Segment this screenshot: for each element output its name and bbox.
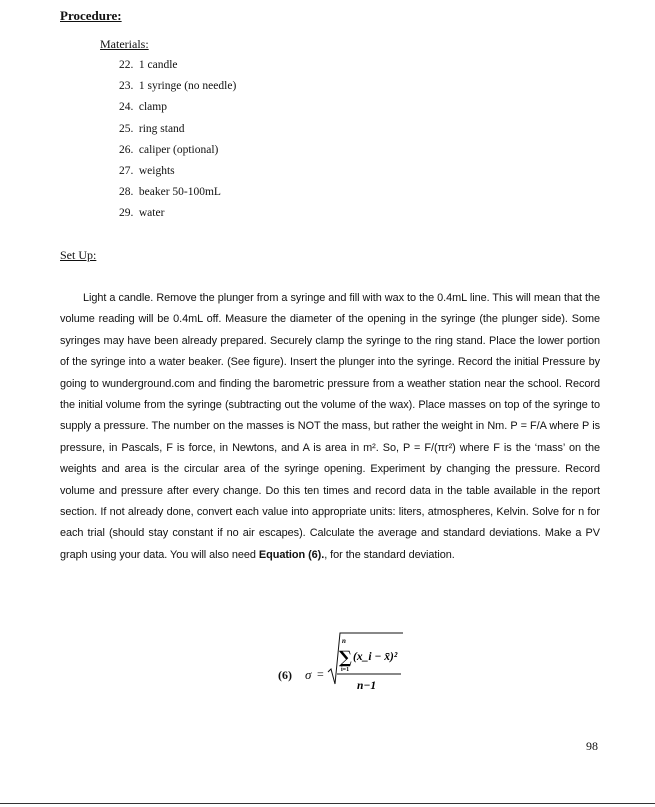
equation-equals: = [317, 667, 324, 681]
sum-lower-limit: i=1 [341, 667, 350, 673]
list-item-text: clamp [138, 101, 167, 114]
list-item-number: 22. [119, 59, 134, 71]
list-item-number: 24. [119, 101, 134, 114]
page-number: 98 [586, 739, 598, 753]
list-item-text: beaker 50-100mL [138, 186, 221, 199]
equation-reference: Equation (6). [258, 548, 325, 561]
formula-numerator: (x_i − x̄)² [353, 651, 398, 663]
list-item-text: caliper (optional) [138, 143, 219, 156]
list-item-text: ring stand [138, 122, 185, 135]
setup-body-text: Light a candle. Remove the plunger from a syringe and fill with wax to the 0.4mL line. This will mean that the volume reading will be 0.4mL off. Measure the diameter of the opening in the syringe (the plunger side). Some syringes may have been already prepared. Securely clamp the syringe to the ring stand. Place the lower portion of the syringe into a water beaker. (See figure). Insert the plunger into the syringe. Record the initial Pressure by going to wunderground.com and finding the barometric pressure from a weather station near the school. Record the initial volume from the syringe (subtracting out the volume of the wax). Place masses on top of the syringe to supply a pressure. The number on the masses is NOT the mass, but rather the weight in Nm. P = F/A where P is pressure, in Pascals, F is force, in Newtons, and A is area in m². So, P = F/(πr²) where F is the ‘mass’ on the weights and area is the circular area of the syringe opening. Experiment by changing the pressure. Record volume and pressure after every change. Do this ten times and record data in the table available in the report section. If not already done, convert each value into appropriate units: liters, atmospheres, Kelvin. Solve for n for each trial (should stay constant if no air escapes). Calculate the average and standard deviations. Make a PV graph using your data. You will also need [60, 292, 600, 561]
list-item-text: weights [138, 164, 175, 177]
setup-tail-text: , for the standard deviation. [324, 548, 455, 561]
materials-heading: Materials: [100, 37, 149, 51]
list-item-number: 25. [119, 122, 134, 135]
list-item-text: 1 candle [138, 59, 178, 71]
summation-icon: ∑ [339, 648, 352, 668]
setup-heading: Set Up: [60, 248, 97, 262]
list-item-number: 26. [119, 143, 134, 156]
sum-upper-limit: n [342, 637, 346, 645]
equation-sigma: σ [305, 667, 312, 682]
list-item-number: 27. [119, 164, 134, 177]
list-item-text: water [138, 207, 165, 220]
page-bottom-divider [0, 803, 655, 804]
list-item-number: 23. [119, 80, 134, 93]
procedure-heading: Procedure: [60, 8, 122, 23]
formula-denominator: n−1 [357, 680, 377, 692]
list-item-number: 29. [119, 207, 134, 220]
list-item-number: 28. [119, 186, 134, 199]
equation-number: (6) [278, 668, 292, 682]
list-item-text: 1 syringe (no needle) [138, 80, 237, 93]
